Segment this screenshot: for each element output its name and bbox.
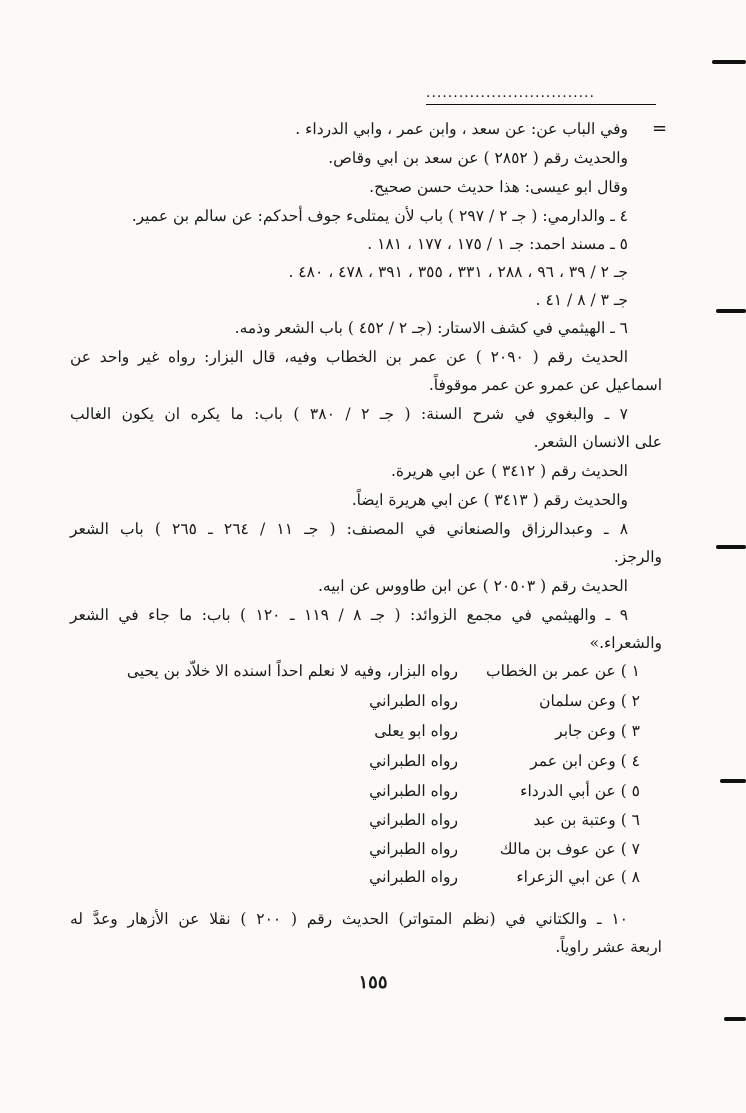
text-line: ١٠ ـ والكتاني في (نظم المتواتر) الحديث رقم ( ٢٠٠ ) نقلا عن الأزهار وعدَّ له: [70, 910, 628, 928]
text-line: وفي الباب عن: عن سعد ، وابن عمر ، وابي الدرداء .: [295, 120, 628, 138]
text-line: وقال ابو عيسى: هذا حديث حسن صحيح.: [369, 178, 628, 196]
narrator-name: ١ ) عن عمر بن الخطاب: [486, 662, 640, 680]
margin-mark: [716, 309, 746, 313]
narrator-note: رواه الطبراني: [369, 811, 458, 829]
text-line: ٥ ـ مسند احمد: جـ ١ / ١٧٥ ، ١٧٧ ، ١٨١ .: [367, 235, 628, 253]
page-number: ١٥٥: [358, 972, 388, 993]
narrator-name: ٧ ) عن عوف بن مالك: [499, 840, 640, 858]
header-rule: [426, 104, 656, 105]
narrator-name: ٤ ) وعن ابن عمر: [530, 752, 640, 770]
continuation-mark: =: [652, 118, 668, 139]
text-line: ٤ ـ والدارمي: ( جـ ٢ / ٢٩٧ ) باب لأن يمتلىء جوف أحدكم: عن سالم بن عمير.: [131, 207, 628, 225]
narrator-name: ٥ ) عن أبي الدرداء: [520, 782, 640, 800]
text-line: ٨ ـ وعبدالرزاق والصنعاني في المصنف: ( جـ ١١ / ٢٦٤ ـ ٢٦٥ ) باب الشعر: [70, 520, 629, 538]
margin-mark: [716, 545, 746, 549]
dotted-separator: ...............................: [426, 88, 595, 98]
text-line: ٧ ـ والبغوي في شرح السنة: ( جـ ٢ / ٣٨٠ ) باب: ما يكره ان يكون الغالب: [70, 405, 628, 423]
margin-mark: [712, 60, 746, 64]
text-line: الحديث رقم ( ٢٠٩٠ ) عن عمر بن الخطاب وفيه، قال البزار: رواه غير واحد عن: [70, 348, 629, 366]
text-line: والرجز.: [613, 548, 662, 566]
narrator-note: رواه الطبراني: [369, 692, 458, 710]
narrator-name: ٨ ) عن ابي الزعراء: [516, 868, 640, 886]
margin-mark: [720, 779, 746, 783]
text-line: ٦ ـ الهيثمي في كشف الاستار: (جـ ٢ / ٤٥٢ ) باب الشعر وذمه.: [234, 319, 628, 337]
narrator-name: ٢ ) وعن سلمان: [539, 692, 640, 710]
narrator-name: ٦ ) وعتبة بن عبد: [533, 811, 640, 829]
text-line: اربعة عشر راوياً.: [555, 938, 662, 956]
narrator-note: رواه ابو يعلى: [374, 722, 458, 740]
text-line: الحديث رقم ( ٣٤١٢ ) عن ابي هريرة.: [390, 462, 628, 480]
narrator-note: رواه الطبراني: [369, 752, 458, 770]
narrator-note: رواه الطبراني: [369, 840, 458, 858]
text-line: ٩ ـ والهيثمي في مجمع الزوائد: ( جـ ٨ / ١١٩ ـ ١٢٠ ) باب: ما جاء في الشعر: [70, 606, 629, 624]
text-line: الحديث رقم ( ٢٠٥٠٣ ) عن ابن طاووس عن ابيه.: [318, 577, 628, 595]
text-line: والشعراء.»: [589, 634, 662, 652]
text-line: والحديث رقم ( ٣٤١٣ ) عن ابي هريرة ايضاً.: [351, 491, 628, 509]
margin-mark: [724, 1017, 746, 1021]
narrator-note: رواه الطبراني: [369, 782, 458, 800]
narrator-note: رواه البزار، وفيه لا نعلم احداً اسنده الا خلاّد بن يحيى: [126, 662, 458, 680]
text-line: جـ ٢ / ٣٩ ، ٩٦ ، ٢٨٨ ، ٣٣١ ، ٣٥٥ ، ٣٩١ ، ٤٧٨ ، ٤٨٠ .: [288, 263, 628, 281]
narrator-note: رواه الطبراني: [369, 868, 458, 886]
text-line: على الانسان الشعر.: [533, 433, 662, 451]
text-line: جـ ٣ / ٨ / ٤١ .: [535, 291, 628, 309]
text-line: اسماعيل عن عمرو عن عمر موقوفاً.: [428, 376, 662, 394]
narrator-name: ٣ ) وعن جابر: [555, 722, 640, 740]
text-line: والحديث رقم ( ٢٨٥٢ ) عن سعد بن ابي وقاص.: [328, 149, 628, 167]
